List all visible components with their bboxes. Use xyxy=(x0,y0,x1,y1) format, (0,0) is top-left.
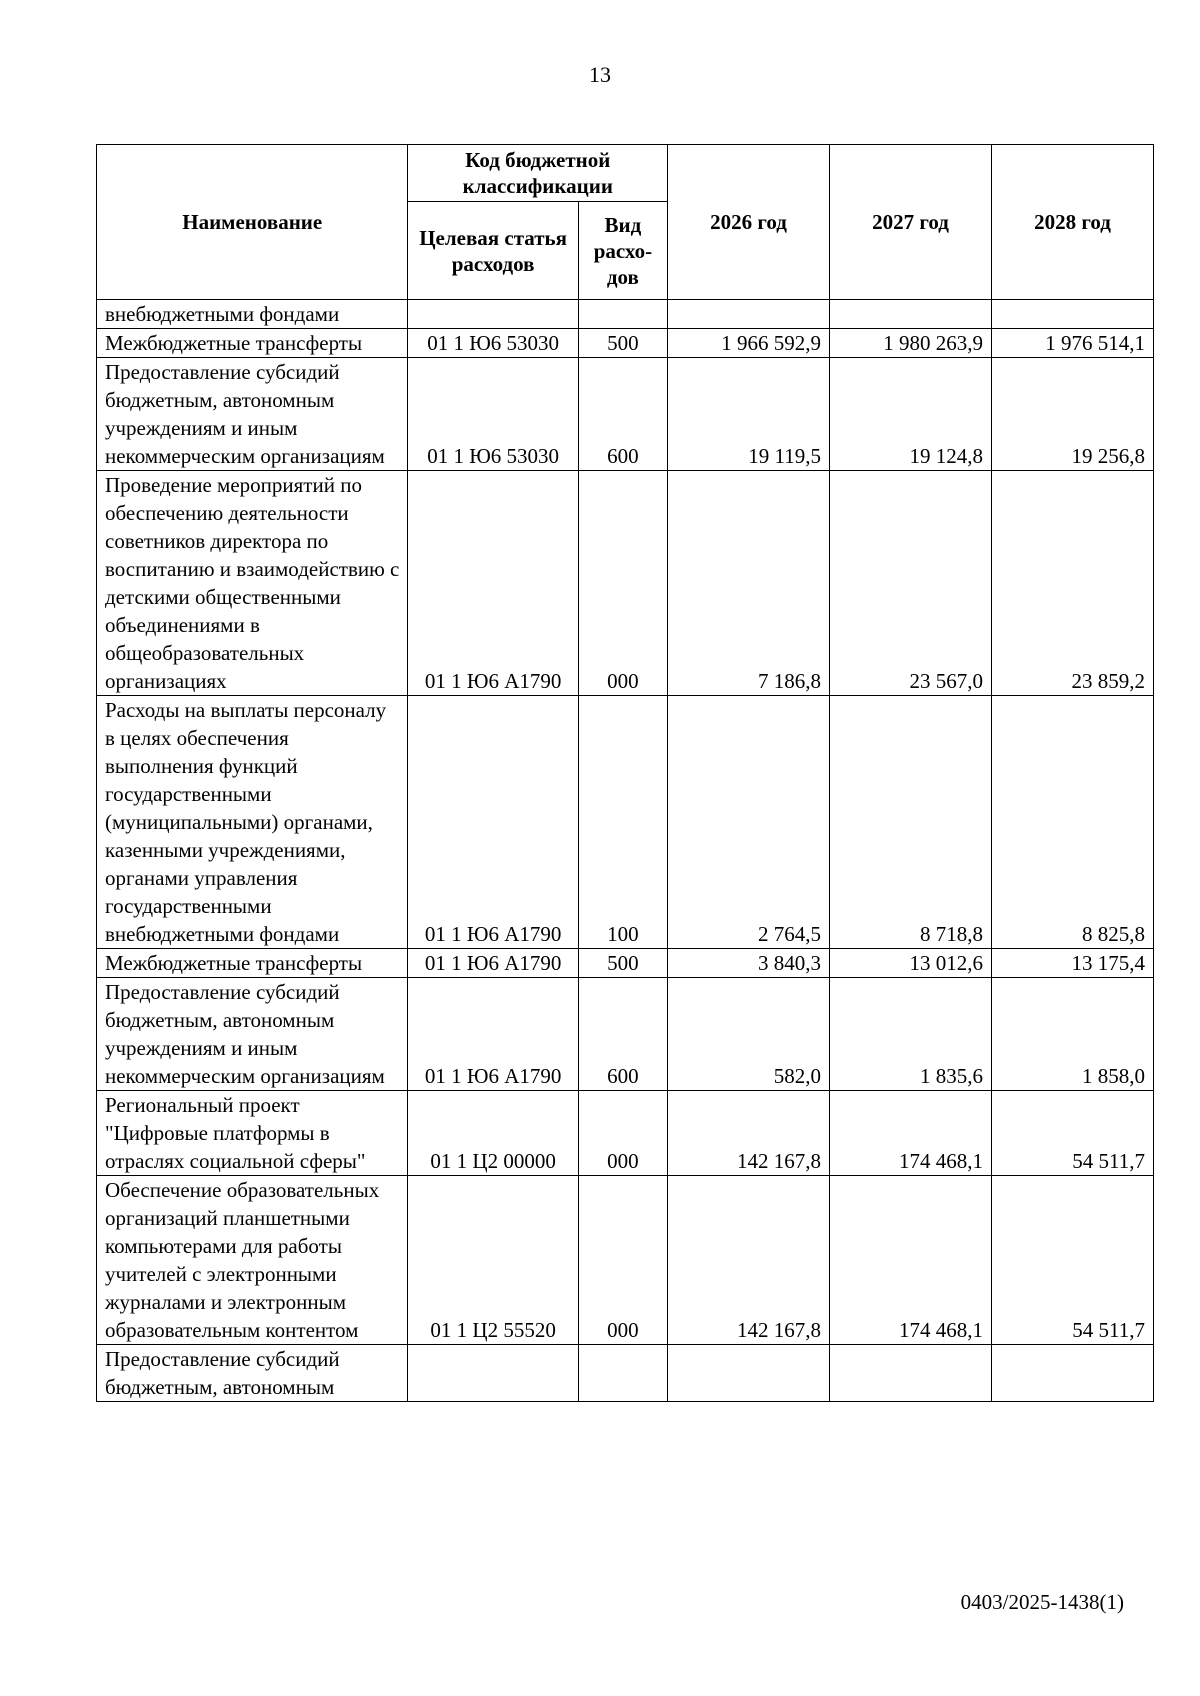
cell-2028: 13 175,4 xyxy=(991,949,1153,978)
cell-2027: 8 718,8 xyxy=(830,696,992,949)
cell-name: Расходы на выплаты персоналу в целях обеспечения выполнения функций государственными (муниципальными) органами, казенными учреждениями, органами управления государственными внебюджетными фондами xyxy=(97,696,408,949)
header-year-2028: 2028 год xyxy=(991,145,1153,300)
cell-2028: 19 256,8 xyxy=(991,358,1153,471)
cell-target-article: 01 1 Ю6 А1790 xyxy=(408,978,578,1091)
cell-expense-type xyxy=(578,1345,667,1402)
cell-2027: 1 980 263,9 xyxy=(830,329,992,358)
budget-table xyxy=(96,144,1154,1402)
cell-target-article: 01 1 Ю6 А1790 xyxy=(408,949,578,978)
cell-2028: 8 825,8 xyxy=(991,696,1153,949)
table-row xyxy=(97,329,1154,358)
cell-2027: 1 835,6 xyxy=(830,978,992,1091)
header-year-2026: 2026 год xyxy=(668,145,830,300)
header-year-2027: 2027 год xyxy=(830,145,992,300)
cell-expense-type: 500 xyxy=(578,329,667,358)
document-code: 0403/2025-1438(1) xyxy=(960,1590,1124,1614)
cell-name: Межбюджетные трансферты xyxy=(97,329,408,358)
cell-target-article: 01 1 Ц2 55520 xyxy=(408,1176,578,1345)
cell-expense-type: 000 xyxy=(578,1176,667,1345)
cell-2027: 174 468,1 xyxy=(830,1176,992,1345)
cell-name: Предоставление субсидий бюджетным, автономным учреждениям и иным некоммерческим организациям xyxy=(97,978,408,1091)
cell-expense-type: 000 xyxy=(578,471,667,696)
header-target-article: Целевая статья расходов xyxy=(408,202,578,300)
cell-target-article: 01 1 Ю6 53030 xyxy=(408,329,578,358)
header-name: Наименование xyxy=(97,145,408,300)
cell-target-article: 01 1 Ю6 А1790 xyxy=(408,696,578,949)
cell-2027 xyxy=(830,300,992,329)
cell-2027: 23 567,0 xyxy=(830,471,992,696)
cell-2028: 1 976 514,1 xyxy=(991,329,1153,358)
cell-2026: 142 167,8 xyxy=(668,1091,830,1176)
cell-2026: 7 186,8 xyxy=(668,471,830,696)
cell-target-article: 01 1 Ю6 53030 xyxy=(408,358,578,471)
cell-expense-type: 100 xyxy=(578,696,667,949)
cell-2028: 1 858,0 xyxy=(991,978,1153,1091)
cell-2026: 1 966 592,9 xyxy=(668,329,830,358)
table-row xyxy=(97,978,1154,1091)
table-row xyxy=(97,1176,1154,1345)
cell-2028 xyxy=(991,1345,1153,1402)
cell-target-article: 01 1 Ю6 А1790 xyxy=(408,471,578,696)
cell-2027: 19 124,8 xyxy=(830,358,992,471)
cell-expense-type xyxy=(578,300,667,329)
table-row xyxy=(97,471,1154,696)
cell-2027: 174 468,1 xyxy=(830,1091,992,1176)
cell-name: Проведение мероприятий по обеспечению деятельности советников директора по воспитанию и взаимодействию с детскими общественными объединениями в общеобразовательных организациях xyxy=(97,471,408,696)
cell-2026: 582,0 xyxy=(668,978,830,1091)
cell-name: Региональный проект "Цифровые платформы в отраслях социальной сферы" xyxy=(97,1091,408,1176)
cell-name: внебюджетными фондами xyxy=(97,300,408,329)
table-row xyxy=(97,1345,1154,1402)
cell-2027 xyxy=(830,1345,992,1402)
cell-2027: 13 012,6 xyxy=(830,949,992,978)
table-row xyxy=(97,1091,1154,1176)
cell-target-article: 01 1 Ц2 00000 xyxy=(408,1091,578,1176)
cell-target-article xyxy=(408,300,578,329)
table-row xyxy=(97,949,1154,978)
cell-expense-type: 600 xyxy=(578,358,667,471)
cell-name: Обеспечение образовательных организаций планшетными компьютерами для работы учителей с электронными журналами и электронным образовательным контентом xyxy=(97,1176,408,1345)
cell-2028 xyxy=(991,300,1153,329)
cell-2028: 54 511,7 xyxy=(991,1176,1153,1345)
cell-name: Межбюджетные трансферты xyxy=(97,949,408,978)
header-code-group: Код бюджетной классификации xyxy=(408,145,668,202)
table-row xyxy=(97,696,1154,949)
cell-target-article xyxy=(408,1345,578,1402)
table-body xyxy=(97,300,1154,1402)
table-row xyxy=(97,358,1154,471)
header-expense-type: Вид расхо-дов xyxy=(578,202,667,300)
cell-2026: 3 840,3 xyxy=(668,949,830,978)
page-number: 13 xyxy=(589,62,611,87)
cell-expense-type: 000 xyxy=(578,1091,667,1176)
cell-2026 xyxy=(668,1345,830,1402)
cell-2026 xyxy=(668,300,830,329)
cell-name: Предоставление субсидий бюджетным, автономным xyxy=(97,1345,408,1402)
table-row xyxy=(97,300,1154,329)
cell-name: Предоставление субсидий бюджетным, автономным учреждениям и иным некоммерческим организациям xyxy=(97,358,408,471)
cell-2026: 2 764,5 xyxy=(668,696,830,949)
cell-2028: 54 511,7 xyxy=(991,1091,1153,1176)
cell-2026: 142 167,8 xyxy=(668,1176,830,1345)
cell-2026: 19 119,5 xyxy=(668,358,830,471)
cell-2028: 23 859,2 xyxy=(991,471,1153,696)
cell-expense-type: 600 xyxy=(578,978,667,1091)
cell-expense-type: 500 xyxy=(578,949,667,978)
